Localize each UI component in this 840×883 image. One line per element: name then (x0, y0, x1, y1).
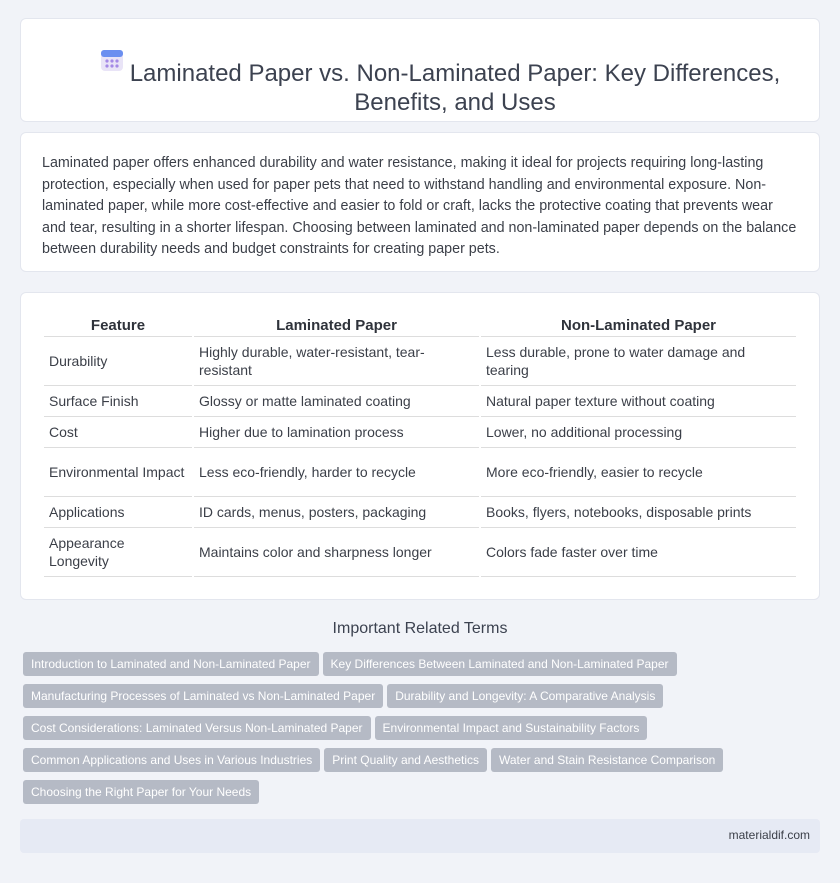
table-row (44, 417, 796, 448)
table-cell: Natural paper texture without coating (481, 386, 796, 417)
related-terms-heading: Important Related Terms (332, 620, 508, 637)
table-cell: Durability (44, 337, 192, 386)
table-cell: Glossy or matte laminated coating (194, 386, 479, 417)
intro-text: Laminated paper offers enhanced durability and water resistance, making it ideal for projects requiring long-lasting protection, especially when used for paper pets that need to withstand handling and environmental exposure. Non-laminated paper, while more cost-effective and easier to fold or craft, lacks the protective coating that prevents wear and tear, resulting in a shorter lifespan. Choosing between laminated and non-laminated paper depends on the balance between durability needs and budget constraints for creating paper pets. (42, 155, 797, 257)
comparison-table-card (20, 292, 820, 600)
column-header: Feature (44, 313, 192, 337)
intro-card (20, 132, 820, 272)
related-term-link[interactable]: Water and Stain Resistance Comparison (491, 748, 723, 772)
related-terms-list (23, 652, 763, 812)
related-term-link[interactable]: Cost Considerations: Laminated Versus Non-Laminated Paper (23, 716, 371, 740)
table-cell: Cost (44, 417, 192, 448)
table-row (44, 528, 796, 577)
footer (20, 819, 820, 853)
header-card (20, 18, 820, 122)
site-name[interactable]: materialdif.com (728, 828, 810, 842)
table-cell: Applications (44, 497, 192, 528)
table-cell: More eco-friendly, easier to recycle (481, 448, 796, 497)
table-cell: Books, flyers, notebooks, disposable prints (481, 497, 796, 528)
comparison-table (42, 313, 798, 577)
table-row (44, 497, 796, 528)
column-header: Non-Laminated Paper (481, 313, 796, 337)
page-title: Laminated Paper vs. Non-Laminated Paper: Key Differences, Benefits, and Uses (129, 60, 781, 116)
related-term-link[interactable]: Print Quality and Aesthetics (324, 748, 487, 772)
table-cell: Colors fade faster over time (481, 528, 796, 577)
related-term-link[interactable]: Choosing the Right Paper for Your Needs (23, 780, 259, 804)
related-term-link[interactable]: Environmental Impact and Sustainability Factors (375, 716, 648, 740)
related-term-link[interactable]: Introduction to Laminated and Non-Laminated Paper (23, 652, 319, 676)
table-cell: Less eco-friendly, harder to recycle (194, 448, 479, 497)
table-header-row (44, 313, 796, 337)
table-cell: Maintains color and sharpness longer (194, 528, 479, 577)
table-cell: Highly durable, water-resistant, tear-resistant (194, 337, 479, 386)
related-term-link[interactable]: Key Differences Between Laminated and Non-Laminated Paper (323, 652, 677, 676)
table-row (44, 337, 796, 386)
table-cell: Less durable, prone to water damage and tearing (481, 337, 796, 386)
table-cell: ID cards, menus, posters, packaging (194, 497, 479, 528)
table-row (44, 386, 796, 417)
column-header: Laminated Paper (194, 313, 479, 337)
related-term-link[interactable]: Manufacturing Processes of Laminated vs Non-Laminated Paper (23, 684, 383, 708)
table-cell: Higher due to lamination process (194, 417, 479, 448)
related-term-link[interactable]: Common Applications and Uses in Various Industries (23, 748, 320, 772)
table-row (44, 448, 796, 497)
related-term-link[interactable]: Durability and Longevity: A Comparative Analysis (387, 684, 663, 708)
table-cell: Appearance Longevity (44, 528, 192, 577)
table-cell: Surface Finish (44, 386, 192, 417)
table-cell: Lower, no additional processing (481, 417, 796, 448)
table-cell: Environmental Impact (44, 448, 192, 497)
